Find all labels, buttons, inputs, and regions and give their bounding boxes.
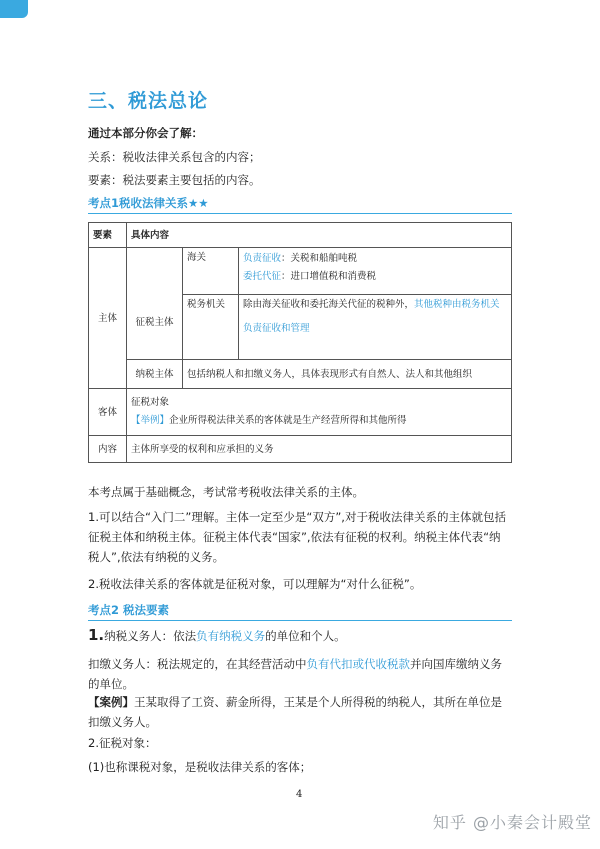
table-row: [89, 436, 512, 463]
intro-lead: 通过本部分你会了解：: [88, 126, 203, 140]
kp2-para-4: (1)也称课税对象，是税收法律关系的客体；: [88, 760, 312, 774]
customs-a-rest: ：关税和船舶吨税: [281, 253, 358, 264]
kp2-case-tag: 【案例】: [88, 695, 134, 709]
kp2-para-3: 2.征税对象：: [88, 736, 157, 750]
customs-b-key: 委托代征: [243, 271, 282, 282]
tax-org-a-key: 其他税种由税务机关: [414, 299, 500, 310]
content-text: 主体所享受的权利和应承担的义务: [127, 436, 512, 463]
tax-collector-label: 征税主体: [127, 248, 183, 360]
subject-label: 主体: [89, 248, 127, 389]
customs-b-rest: ：进口增值税和消费税: [281, 271, 377, 282]
customs-line-a: [243, 250, 507, 268]
object-example: 企业所得税法律关系的客体就是生产经营所得和其他所得: [169, 415, 407, 426]
kp1-rule: [88, 213, 512, 214]
customs-a-key: 负责征收: [243, 253, 282, 264]
kp1-title: 考点1税收法律关系★★: [88, 196, 209, 210]
section-heading: 三、税法总论: [88, 90, 209, 112]
customs-label: 海关: [183, 248, 239, 295]
table-header-row: [89, 223, 512, 248]
object-content: [127, 389, 512, 436]
page-number: 4: [296, 789, 303, 800]
kp2-para-2: [88, 654, 512, 694]
intro-relation: 关系：税收法律关系包含的内容；: [88, 150, 261, 164]
kp2-rule: [88, 620, 512, 621]
kp1-note-3: 2.税收法律关系的客体就是征税对象，可以理解为“对什么征税”。: [88, 577, 422, 591]
kp2-p1-pre: 纳税义务人：依法: [104, 629, 197, 643]
tax-org-content: [239, 295, 512, 360]
tax-org-a-pre: 除由海关征收和委托海关代征的税种外，: [243, 299, 415, 310]
kp2-case: [88, 692, 512, 732]
object-text: 征税对象: [131, 397, 170, 408]
kp2-p2-pre: 扣缴义务人：税法规定的，在其经营活动中: [88, 657, 307, 671]
tax-org-b: 负责征收和管理: [243, 323, 310, 334]
taxpayer-label: 纳税主体: [127, 360, 183, 389]
kp2-p2-key: 负有代扣或代收税款: [306, 657, 410, 671]
object-label: 客体: [89, 389, 127, 436]
kp2-p1-num: 1.: [88, 626, 105, 644]
kp2-p2-post: 并向国库缴纳义务的单位。: [88, 657, 502, 691]
table-row: [89, 360, 512, 389]
kp2-p1-post: 的单位和个人。: [265, 629, 346, 643]
header-cell: 要素: [89, 223, 127, 248]
header-cell: 具体内容: [127, 223, 512, 248]
taxpayer-text: 包括纳税人和扣缴义务人，具体表现形式有自然人、法人和其他组织: [183, 360, 512, 389]
customs-line-b: [243, 268, 507, 286]
corner-decoration: [0, 0, 28, 18]
kp1-note-1: 本考点属于基础概念，考试常考税收法律关系的主体。: [88, 485, 364, 499]
customs-content: [239, 248, 512, 295]
kp1-note-2: 1.可以结合“入门二”理解。主体一定至少是“双方”,对于税收法律关系的主体就包括征税主体和纳税主体。征税主体代表“国家”,依法有征税的权利。纳税主体代表“纳税人”,依法有纳税的义务。: [88, 510, 506, 564]
kp2-para-1: [88, 626, 512, 646]
kp2-p1-key: 负有纳税义务: [196, 629, 266, 643]
intro-elements: 要素：税法要素主要包括的内容。: [88, 173, 261, 187]
kp2-case-text: 王某取得了工资、薪金所得，王某是个人所得税的纳税人，其所在单位是扣缴义务人。: [88, 695, 502, 729]
object-example-line: [131, 412, 507, 430]
kp2-title: 考点2 税法要素: [88, 603, 170, 617]
tax-org-label: 税务机关: [183, 295, 239, 360]
table-row: [89, 248, 512, 295]
object-example-tag: 【举例】: [131, 415, 170, 426]
watermark: 知乎 @小秦会计殿堂: [432, 813, 592, 832]
table-row: [89, 389, 512, 436]
content-label: 内容: [89, 436, 127, 463]
tax-relation-table: [88, 222, 512, 463]
